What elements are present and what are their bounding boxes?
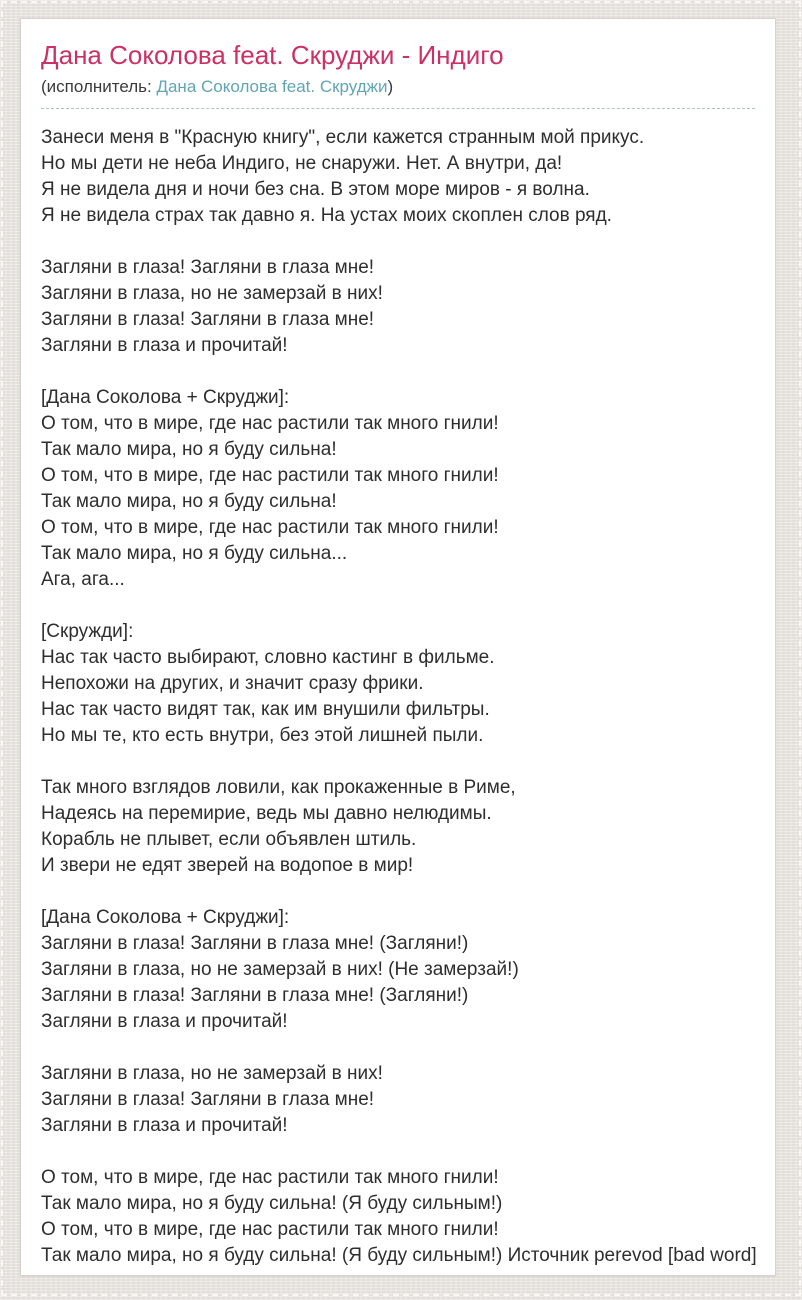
lyric-line: Загляни в глаза, но не замерзай в них! (Не замерзай!) <box>41 958 519 980</box>
artist-suffix: ) <box>387 76 394 96</box>
lyric-line: Загляни в глаза и прочитай! <box>41 334 288 356</box>
artist-prefix: (исполнитель: <box>41 76 157 96</box>
artist-link[interactable]: Дана Соколова feat. Скруджи <box>156 76 388 96</box>
lyrics-block <box>41 775 755 879</box>
lyrics-block <box>41 255 755 359</box>
lyric-line: О том, что в мире, где нас растили так много гнили! <box>41 516 499 538</box>
lyric-line: Так мало мира, но я буду сильна! <box>41 438 337 460</box>
lyric-line: Так мало мира, но я буду сильна! <box>41 490 337 512</box>
lyric-line: Я не видела страх так давно я. На устах моих скоплен слов ряд. <box>41 204 612 226</box>
lyric-line: Загляни в глаза и прочитай! <box>41 1010 288 1032</box>
lyric-line: [Скружди]: <box>41 620 134 642</box>
lyric-line: Но мы дети не неба Индиго, не снаружи. Нет. А внутри, да! <box>41 152 563 174</box>
lyric-line: О том, что в мире, где нас растили так много гнили! <box>41 1218 499 1240</box>
lyrics-block <box>41 385 755 593</box>
lyric-line: [Дана Соколова + Скруджи]: <box>41 386 290 408</box>
lyric-line: Ага, ага... <box>41 568 125 590</box>
lyrics-block <box>41 125 755 229</box>
lyrics-block <box>41 619 755 749</box>
lyrics-block <box>41 1165 755 1269</box>
lyric-line: Корабль не плывет, если объявлен штиль. <box>41 828 417 850</box>
lyric-line: Но мы те, кто есть внутри, без этой лишней пыли. <box>41 724 484 746</box>
lyric-line: Надеясь на перемирие, ведь мы давно нелюдимы. <box>41 802 492 824</box>
lyric-line: О том, что в мире, где нас растили так много гнили! <box>41 464 499 486</box>
lyrics-block <box>41 1061 755 1139</box>
lyric-line: Загляни в глаза и прочитай! <box>41 1114 288 1136</box>
lyric-line: Так мало мира, но я буду сильна! (Я буду сильным!) <box>41 1192 503 1214</box>
lyric-line: Загляни в глаза, но не замерзай в них! <box>41 1062 383 1084</box>
lyric-line: Загляни в глаза, но не замерзай в них! <box>41 282 383 304</box>
lyric-line: Нас так часто выбирают, словно кастинг в фильме. <box>41 646 495 668</box>
lyric-line: Загляни в глаза! Загляни в глаза мне! <box>41 308 375 330</box>
lyric-line: Нас так часто видят так, как им внушили фильтры. <box>41 698 490 720</box>
lyrics-block <box>41 905 755 1035</box>
lyric-line: Непохожи на других, и значит сразу фрики. <box>41 672 424 694</box>
lyric-line: Я не видела дня и ночи без сна. В этом море миров - я волна. <box>41 178 590 200</box>
page-title: Дана Соколова feat. Скруджи - Индиго <box>41 40 504 70</box>
lyric-line: Так мало мира, но я буду сильна... <box>41 542 348 564</box>
lyric-line: Так мало мира, но я буду сильна! (Я буду сильным!) Источник perevod [bad word] <box>41 1244 757 1266</box>
lyric-line: Загляни в глаза! Загляни в глаза мне! (Загляни!) <box>41 984 469 1006</box>
artist-line <box>41 77 755 109</box>
lyric-line: [Дана Соколова + Скруджи]: <box>41 906 290 928</box>
lyric-line: О том, что в мире, где нас растили так много гнили! <box>41 412 499 434</box>
lyric-line: О том, что в мире, где нас растили так много гнили! <box>41 1166 499 1188</box>
lyric-line: Загляни в глаза! Загляни в глаза мне! <box>41 256 375 278</box>
lyric-line: Занеси меня в "Красную книгу", если кажется странным мой прикус. <box>41 126 645 148</box>
lyric-line: И звери не едят зверей на водопое в мир! <box>41 854 414 876</box>
lyric-line: Так много взглядов ловили, как прокаженные в Риме, <box>41 776 516 798</box>
lyric-line: Загляни в глаза! Загляни в глаза мне! <box>41 1088 375 1110</box>
lyrics <box>41 125 755 1269</box>
lyric-line: Загляни в глаза! Загляни в глаза мне! (Загляни!) <box>41 932 469 954</box>
content-card <box>20 18 776 1276</box>
